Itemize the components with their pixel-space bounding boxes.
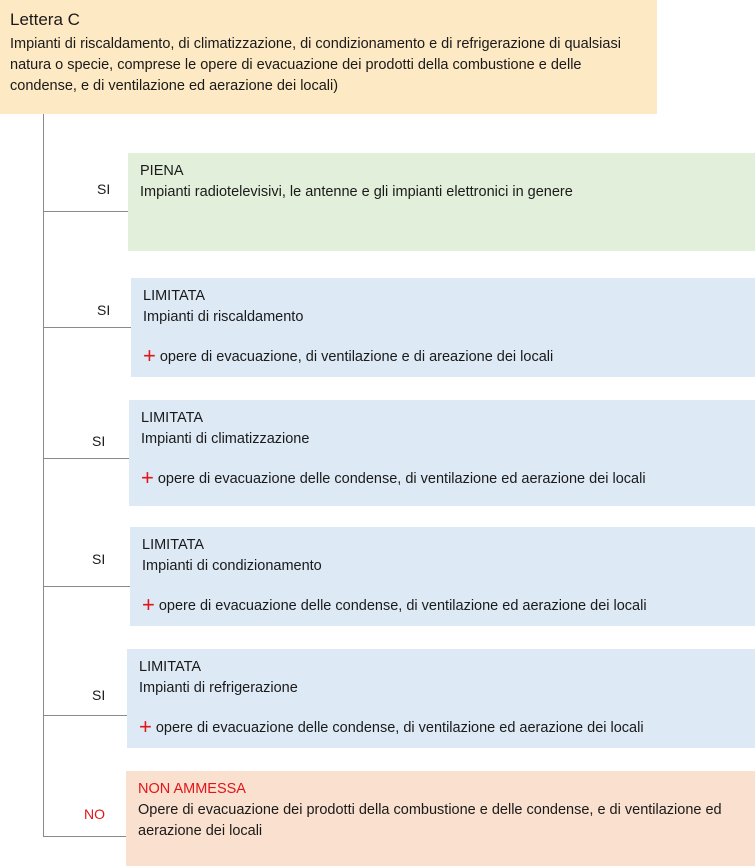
branch-box-refrigerazione xyxy=(127,649,755,748)
plus-icon: + xyxy=(141,465,154,490)
branch-box-condizionamento xyxy=(130,527,755,626)
branch-extra-text: opere di evacuazione, di ventilazione e di areazione dei locali xyxy=(159,349,554,365)
branch-connector xyxy=(43,211,128,212)
branch-connector xyxy=(43,715,127,716)
branch-text: Impianti radiotelevisivi, le antenne e gli impianti elettronici in genere xyxy=(140,184,573,200)
plus-icon: + xyxy=(143,343,156,368)
branch-connector xyxy=(43,836,127,837)
branch-extra xyxy=(143,343,743,368)
branch-answer-label: SI xyxy=(97,181,111,197)
branch-text: Impianti di climatizzazione xyxy=(141,431,310,447)
header-box xyxy=(0,0,657,114)
branch-connector xyxy=(43,586,130,587)
header-title: Lettera C xyxy=(10,10,80,29)
branch-text: Opere di evacuazione dei prodotti della combustione e delle condense, e di ventilazione ed aerazione dei locali xyxy=(138,802,722,839)
branch-extra xyxy=(139,714,743,739)
branch-extra xyxy=(141,465,743,490)
branch-extra-text: opere di evacuazione delle condense, di ventilazione ed aerazione dei locali xyxy=(158,598,647,614)
branch-box-climatizzazione xyxy=(129,400,755,506)
branch-kind: PIENA xyxy=(140,163,184,179)
branch-answer-label: SI xyxy=(97,302,111,318)
branch-text: Impianti di riscaldamento xyxy=(143,309,304,325)
tree-trunk-line xyxy=(43,114,44,836)
branch-kind: NON AMMESSA xyxy=(138,781,246,797)
branch-kind: LIMITATA xyxy=(142,537,205,553)
branch-kind: LIMITATA xyxy=(141,410,204,426)
branch-extra xyxy=(142,592,743,617)
branch-box-riscaldamento xyxy=(131,278,755,377)
branch-kind: LIMITATA xyxy=(139,659,202,675)
branch-answer-label: SI xyxy=(92,433,106,449)
branch-kind: LIMITATA xyxy=(143,288,206,304)
branch-text: Impianti di refrigerazione xyxy=(139,680,298,696)
header-description: Impianti di riscaldamento, di climatizzazione, di condizionamento e di refrigerazione di qualsiasi natura o specie, comprese le opere di evacuazione dei prodotti della combustione e delle condense, e di ventilazione ed aerazione dei locali) xyxy=(10,36,621,94)
branch-answer-label: SI xyxy=(92,551,106,567)
branch-box-piena xyxy=(128,153,755,251)
branch-text: Impianti di condizionamento xyxy=(142,558,322,574)
plus-icon: + xyxy=(142,592,155,617)
branch-answer-label: SI xyxy=(92,687,106,703)
branch-connector xyxy=(43,327,131,328)
branch-answer-label: NO xyxy=(84,806,105,822)
branch-box-non-ammessa xyxy=(126,771,755,866)
branch-extra-text: opere di evacuazione delle condense, di ventilazione ed aerazione dei locali xyxy=(155,720,644,736)
branch-connector xyxy=(43,458,129,459)
plus-icon: + xyxy=(139,714,152,739)
branch-extra-text: opere di evacuazione delle condense, di ventilazione ed aerazione dei locali xyxy=(157,471,646,487)
